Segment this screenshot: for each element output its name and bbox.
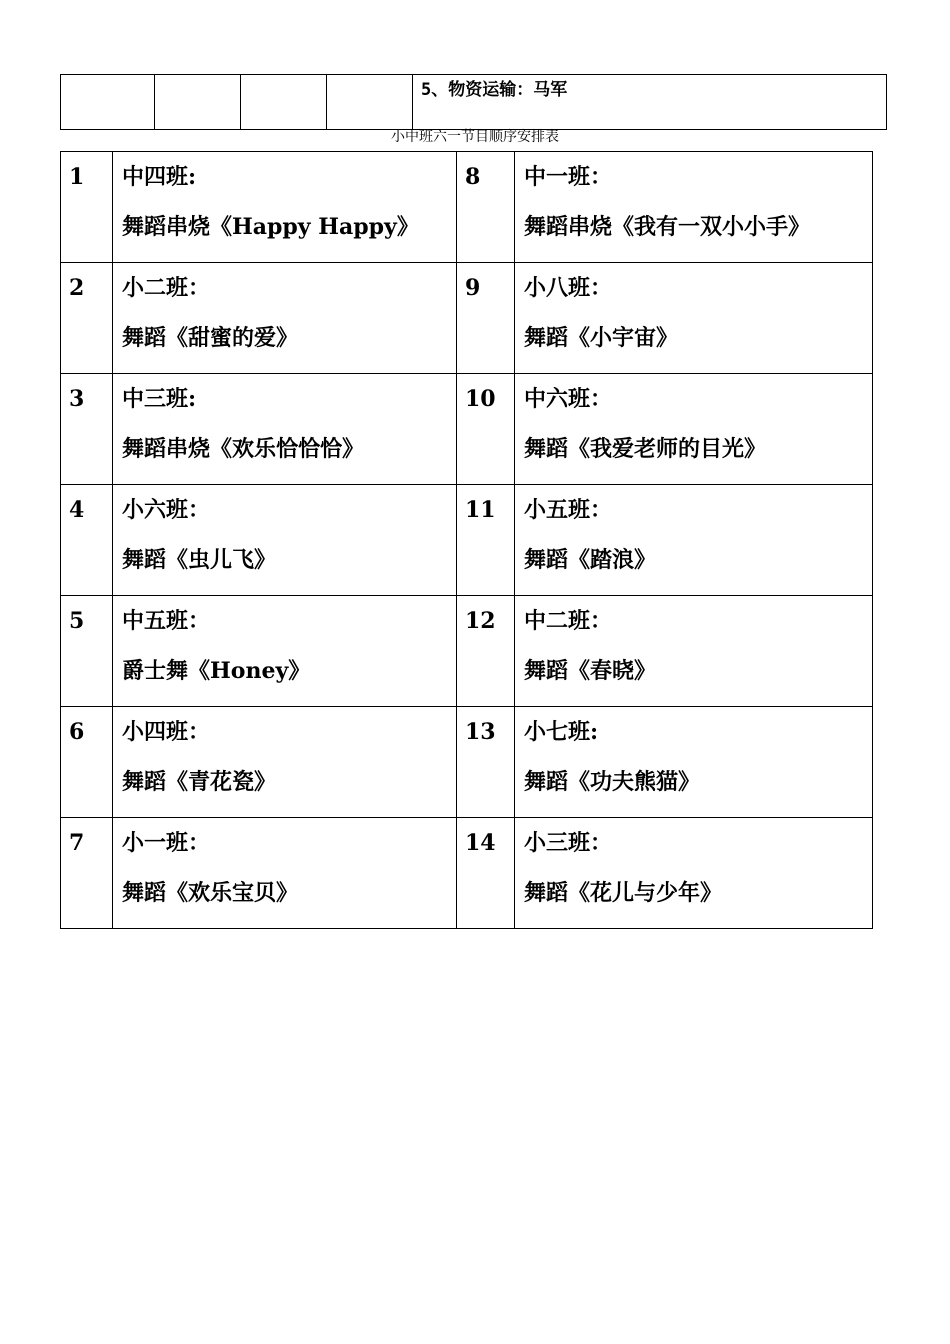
program-cell <box>113 152 457 263</box>
table-row <box>61 707 873 818</box>
class-name: 小三班： <box>524 830 613 856</box>
program-title: 爵士舞《Honey》 <box>122 658 311 684</box>
program-title: 舞蹈串烧《Happy Happy》 <box>122 214 419 240</box>
table-row <box>61 485 873 596</box>
empty-cell <box>327 75 413 130</box>
table-row <box>61 596 873 707</box>
program-number: 6 <box>61 707 113 818</box>
class-name: 小一班： <box>122 830 211 856</box>
program-number: 3 <box>61 374 113 485</box>
program-number: 13 <box>457 707 515 818</box>
program-title: 舞蹈《欢乐宝贝》 <box>122 880 299 906</box>
program-number: 7 <box>61 818 113 929</box>
program-number: 2 <box>61 263 113 374</box>
empty-cell <box>61 75 155 130</box>
table-row <box>61 75 887 130</box>
program-cell <box>113 374 457 485</box>
class-name: 小七班: <box>524 719 599 745</box>
program-title: 舞蹈《青花瓷》 <box>122 769 277 795</box>
program-cell <box>515 152 873 263</box>
program-cell <box>515 818 873 929</box>
program-title: 舞蹈串烧《欢乐恰恰恰》 <box>122 436 365 462</box>
program-cell <box>515 596 873 707</box>
program-number: 11 <box>457 485 515 596</box>
class-name: 小五班： <box>524 497 613 523</box>
program-order-table <box>60 151 873 929</box>
class-name: 小六班： <box>122 497 211 523</box>
class-name: 中一班： <box>524 164 613 190</box>
class-name: 中四班: <box>122 164 197 190</box>
program-title: 舞蹈《我爱老师的目光》 <box>524 436 767 462</box>
program-cell <box>515 707 873 818</box>
program-number: 5 <box>61 596 113 707</box>
program-cell <box>113 263 457 374</box>
program-number: 4 <box>61 485 113 596</box>
class-name: 中五班： <box>122 608 211 634</box>
program-number: 10 <box>457 374 515 485</box>
program-cell <box>113 818 457 929</box>
table-row <box>61 152 873 263</box>
program-cell <box>113 707 457 818</box>
program-title: 舞蹈《踏浪》 <box>524 547 657 573</box>
program-title: 舞蹈串烧《我有一双小小手》 <box>524 214 811 240</box>
program-cell <box>515 485 873 596</box>
program-title: 舞蹈《小宇宙》 <box>524 325 679 351</box>
table-row <box>61 263 873 374</box>
class-name: 中三班: <box>122 386 197 412</box>
program-number: 14 <box>457 818 515 929</box>
class-name: 小二班： <box>122 275 211 301</box>
empty-cell <box>241 75 327 130</box>
class-name: 小八班： <box>524 275 613 301</box>
program-title: 舞蹈《花儿与少年》 <box>524 880 723 906</box>
program-cell <box>113 485 457 596</box>
program-title: 舞蹈《虫儿飞》 <box>122 547 277 573</box>
table-row <box>61 818 873 929</box>
class-name: 小四班： <box>122 719 211 745</box>
empty-cell <box>155 75 241 130</box>
program-number: 12 <box>457 596 515 707</box>
table-caption: 小中班六一节目顺序安排表 <box>391 129 559 145</box>
program-title: 舞蹈《春晓》 <box>524 658 657 684</box>
table-row <box>61 374 873 485</box>
program-title: 舞蹈《甜蜜的爱》 <box>122 325 299 351</box>
program-number: 9 <box>457 263 515 374</box>
program-number: 1 <box>61 152 113 263</box>
previous-page-table <box>60 74 887 130</box>
program-cell <box>515 374 873 485</box>
program-number: 8 <box>457 152 515 263</box>
duty-note: 5、物资运输：马军 <box>413 75 887 130</box>
program-title: 舞蹈《功夫熊猫》 <box>524 769 701 795</box>
class-name: 中二班： <box>524 608 613 634</box>
class-name: 中六班： <box>524 386 613 412</box>
program-cell <box>515 263 873 374</box>
program-cell <box>113 596 457 707</box>
